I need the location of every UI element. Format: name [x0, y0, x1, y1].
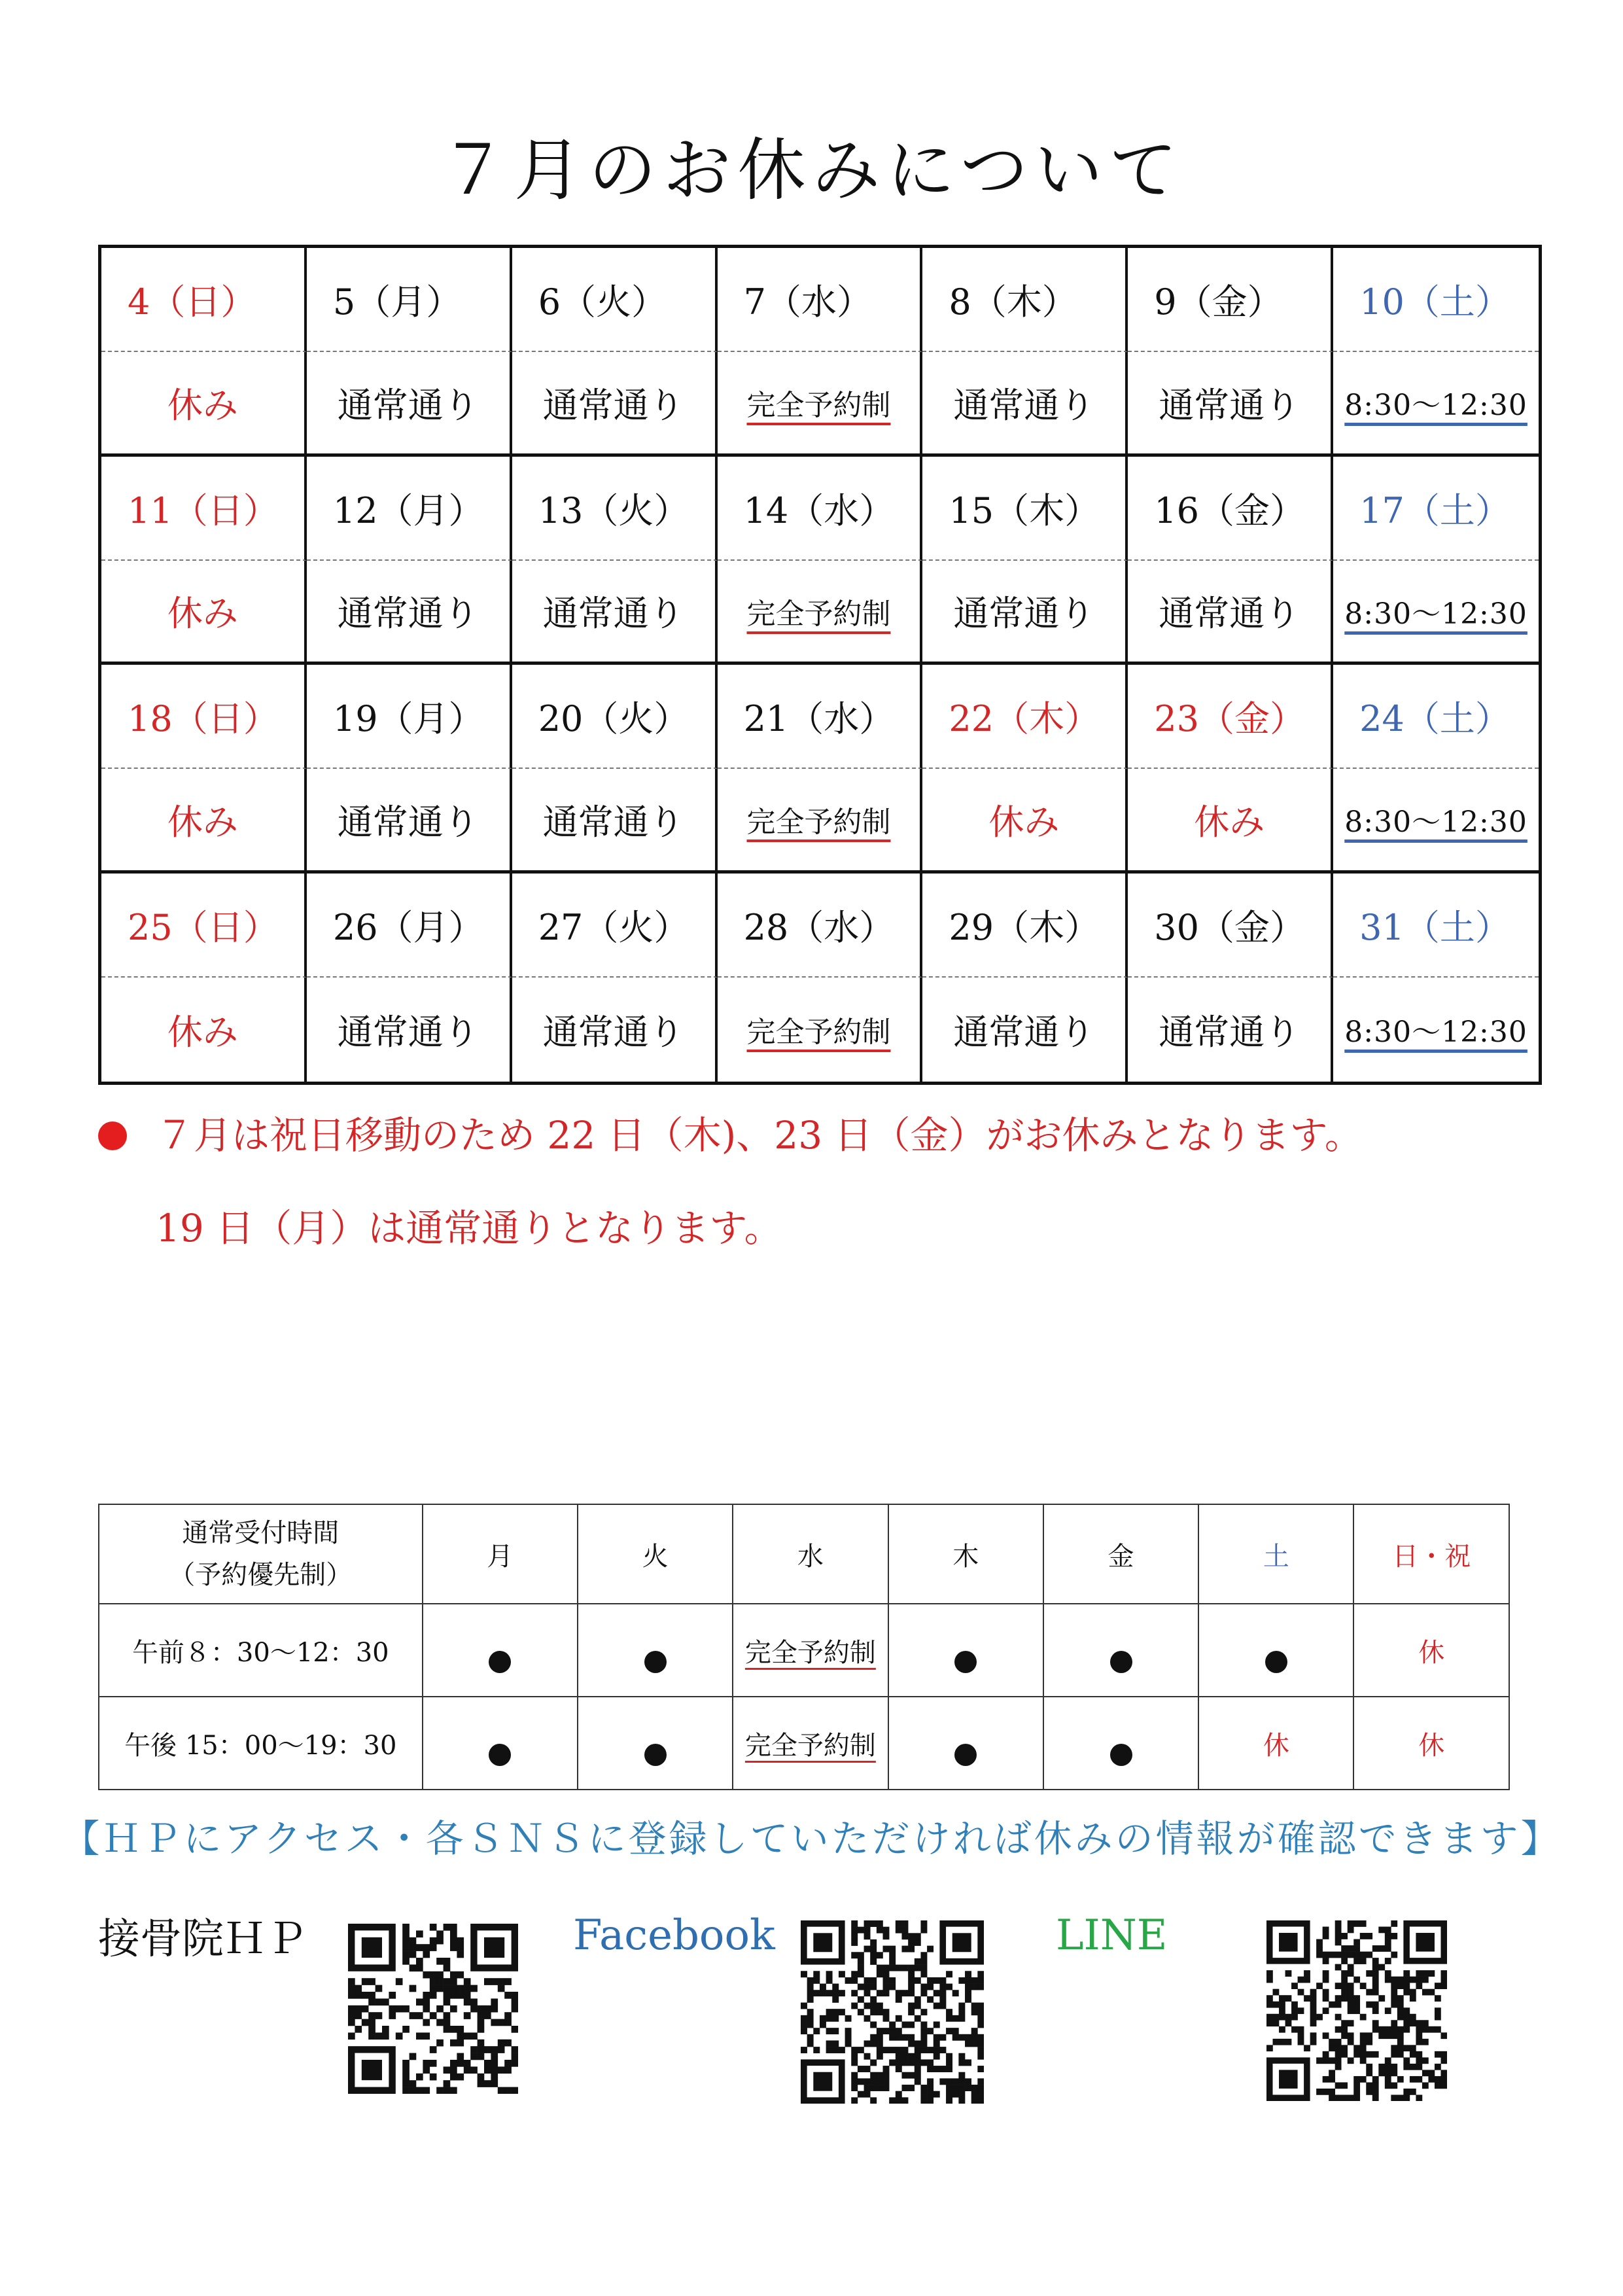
calendar-date-cell: 19（月） — [307, 665, 512, 769]
calendar-date-cell: 16（金） — [1128, 457, 1333, 561]
calendar-status-cell — [1128, 561, 1333, 665]
open-dot-icon — [644, 1651, 667, 1673]
open-dot-icon — [489, 1744, 511, 1766]
calendar-status-cell — [101, 769, 307, 873]
calendar-status-text: 休み — [167, 801, 238, 843]
calendar-status-text: 休み — [167, 1011, 238, 1053]
calendar-status-text: 通常通り — [953, 384, 1095, 426]
calendar-status-text: 通常通り — [953, 593, 1095, 635]
open-dot-icon — [644, 1744, 667, 1766]
calendar-status-text: 通常通り — [1159, 1011, 1300, 1053]
open-dot-icon — [954, 1744, 977, 1766]
calendar-date-cell: 15（木） — [922, 457, 1128, 561]
hours-row-label: 午後 15：00～19：30 — [99, 1697, 423, 1790]
hours-cell — [888, 1697, 1043, 1790]
calendar-date-cell: 7（水） — [718, 248, 923, 352]
calendar-status-cell — [922, 352, 1128, 456]
hours-cell — [1198, 1604, 1353, 1697]
calendar-status-cell — [1333, 352, 1539, 456]
calendar-status-cell — [718, 978, 923, 1082]
calendar-status-text: 完全予約制 — [746, 597, 891, 631]
hours-day-header: 月 — [423, 1504, 578, 1604]
hours-header-line-2: （予約優先制） — [169, 1560, 353, 1590]
calendar-status-cell — [307, 352, 512, 456]
calendar-status-text: 通常通り — [337, 1011, 479, 1053]
page-title: ７月のお休みについて — [439, 130, 1184, 210]
note-text-1: ７月は祝日移動のため 22 日（木)、23 日（金）がお休みとなります。 — [156, 1113, 1363, 1157]
hours-row — [99, 1697, 1509, 1790]
calendar-status-text: 通常通り — [337, 384, 479, 426]
calendar-date-cell: 13（火） — [512, 457, 718, 561]
facebook-label: Facebook — [573, 1911, 775, 1960]
reservation-only-mark: 完全予約制 — [744, 1730, 876, 1761]
calendar-date-cell: 31（土） — [1333, 874, 1539, 978]
calendar-status-text: 8:30～12:30 — [1344, 389, 1527, 423]
note-line-1 — [98, 1106, 1570, 1165]
open-dot-icon — [954, 1651, 977, 1673]
calendar-status-text: 完全予約制 — [746, 805, 891, 839]
calendar-date-cell: 27（火） — [512, 874, 718, 978]
hours-cell — [423, 1697, 578, 1790]
calendar-status-cell — [512, 978, 718, 1082]
calendar-date-cell: 29（木） — [922, 874, 1128, 978]
calendar-date-cell: 30（金） — [1128, 874, 1333, 978]
hours-cell — [733, 1604, 888, 1697]
hours-day-header: 金 — [1043, 1504, 1198, 1604]
hours-cell — [888, 1604, 1043, 1697]
calendar-status-text: 通常通り — [542, 1011, 684, 1053]
line-label: LINE — [1056, 1911, 1168, 1960]
calendar-status-text: 休み — [167, 593, 238, 635]
calendar-status-text: 通常通り — [337, 801, 479, 843]
calendar-status-text: 完全予約制 — [746, 389, 891, 423]
access-notice: 【ＨＰにアクセス・各ＳＮＳに登録していただければ休みの情報が確認できます】 — [61, 1816, 1562, 1861]
calendar-status-cell — [307, 769, 512, 873]
hours-day-header: 土 — [1198, 1504, 1353, 1604]
hours-header-line-1: 通常受付時間 — [182, 1518, 340, 1548]
calendar-status-text: 8:30～12:30 — [1344, 1016, 1527, 1050]
calendar-status-cell — [101, 352, 307, 456]
hp-qr-code[interactable] — [348, 1924, 518, 2094]
open-dot-icon — [1110, 1651, 1132, 1673]
calendar-status-text: 完全予約制 — [746, 1016, 891, 1050]
hours-cell — [733, 1697, 888, 1790]
calendar-date-cell: 26（月） — [307, 874, 512, 978]
note-line-2: 19 日（月）は通常通りとなります。 — [156, 1206, 782, 1250]
calendar-date-cell: 14（水） — [718, 457, 923, 561]
calendar-status-text: 通常通り — [953, 1011, 1095, 1053]
hours-cell — [1198, 1697, 1353, 1790]
hours-cell — [578, 1604, 733, 1697]
open-dot-icon — [489, 1651, 511, 1673]
hours-header-label — [99, 1504, 423, 1604]
calendar-date-cell: 22（木） — [922, 665, 1128, 769]
hours-cell — [423, 1604, 578, 1697]
calendar-date-cell: 23（金） — [1128, 665, 1333, 769]
calendar-status-cell — [718, 561, 923, 665]
calendar-status-cell — [1128, 769, 1333, 873]
closed-mark: 休 — [1263, 1730, 1289, 1761]
hours-cell — [1043, 1604, 1198, 1697]
calendar-status-text: 8:30～12:30 — [1344, 597, 1527, 631]
calendar-status-text: 8:30～12:30 — [1344, 805, 1527, 839]
notes — [98, 1106, 1570, 1258]
hours-cell — [1353, 1697, 1509, 1790]
calendar-status-text: 休み — [167, 384, 238, 426]
hours-row — [99, 1604, 1509, 1697]
calendar-status-cell — [1333, 769, 1539, 873]
calendar-date-cell: 18（日） — [101, 665, 307, 769]
hours-row-label: 午前８：30～12：30 — [99, 1604, 423, 1697]
hours-cell — [1043, 1697, 1198, 1790]
calendar-date-cell: 28（水） — [718, 874, 923, 978]
hours-day-header: 日・祝 — [1353, 1504, 1509, 1604]
calendar-date-cell: 8（木） — [922, 248, 1128, 352]
calendar-status-text: 休み — [988, 801, 1060, 843]
hours-day-header: 水 — [733, 1504, 888, 1604]
hours-cell — [578, 1697, 733, 1790]
calendar-status-cell — [718, 769, 923, 873]
calendar-date-cell: 17（土） — [1333, 457, 1539, 561]
calendar-date-cell: 9（金） — [1128, 248, 1333, 352]
calendar-date-cell: 24（土） — [1333, 665, 1539, 769]
calendar-status-text: 休み — [1194, 801, 1265, 843]
reservation-only-mark: 完全予約制 — [744, 1637, 876, 1668]
red-bullet-icon — [98, 1122, 127, 1150]
calendar-status-cell — [1333, 978, 1539, 1082]
open-dot-icon — [1110, 1744, 1132, 1766]
calendar-status-cell — [922, 978, 1128, 1082]
calendar-status-cell — [307, 561, 512, 665]
hours-table — [98, 1504, 1510, 1790]
calendar-date-cell: 20（火） — [512, 665, 718, 769]
hours-day-header: 木 — [888, 1504, 1043, 1604]
calendar-status-text: 通常通り — [1159, 384, 1300, 426]
calendar-date-cell: 21（水） — [718, 665, 923, 769]
calendar-status-cell — [718, 352, 923, 456]
open-dot-icon — [1265, 1651, 1287, 1673]
calendar-status-text: 通常通り — [542, 384, 684, 426]
facebook-qr-code[interactable] — [801, 1920, 984, 2104]
calendar-status-cell — [101, 561, 307, 665]
calendar-status-cell — [1128, 352, 1333, 456]
calendar-status-cell — [922, 769, 1128, 873]
calendar-status-cell — [512, 352, 718, 456]
calendar-date-cell: 25（日） — [101, 874, 307, 978]
calendar-date-cell: 6（火） — [512, 248, 718, 352]
calendar-date-cell: 11（日） — [101, 457, 307, 561]
closed-mark: 休 — [1418, 1730, 1445, 1761]
calendar-status-cell — [922, 561, 1128, 665]
calendar-status-text: 通常通り — [1159, 593, 1300, 635]
calendar-status-text: 通常通り — [542, 801, 684, 843]
calendar-status-text: 通常通り — [542, 593, 684, 635]
calendar-date-cell: 12（月） — [307, 457, 512, 561]
calendar-status-cell — [1333, 561, 1539, 665]
calendar-status-cell — [512, 561, 718, 665]
hours-day-header: 火 — [578, 1504, 733, 1604]
calendar-grid — [98, 245, 1542, 1085]
calendar-date-cell: 5（月） — [307, 248, 512, 352]
hours-cell — [1353, 1604, 1509, 1697]
calendar-status-text: 通常通り — [337, 593, 479, 635]
calendar-date-cell: 4（日） — [101, 248, 307, 352]
calendar-status-cell — [512, 769, 718, 873]
calendar-status-cell — [1128, 978, 1333, 1082]
hp-label: 接骨院ＨＰ — [98, 1915, 307, 1964]
calendar-status-cell — [307, 978, 512, 1082]
calendar-date-cell: 10（土） — [1333, 248, 1539, 352]
line-qr-code[interactable] — [1266, 1920, 1447, 2101]
calendar-status-cell — [101, 978, 307, 1082]
closed-mark: 休 — [1418, 1637, 1445, 1668]
